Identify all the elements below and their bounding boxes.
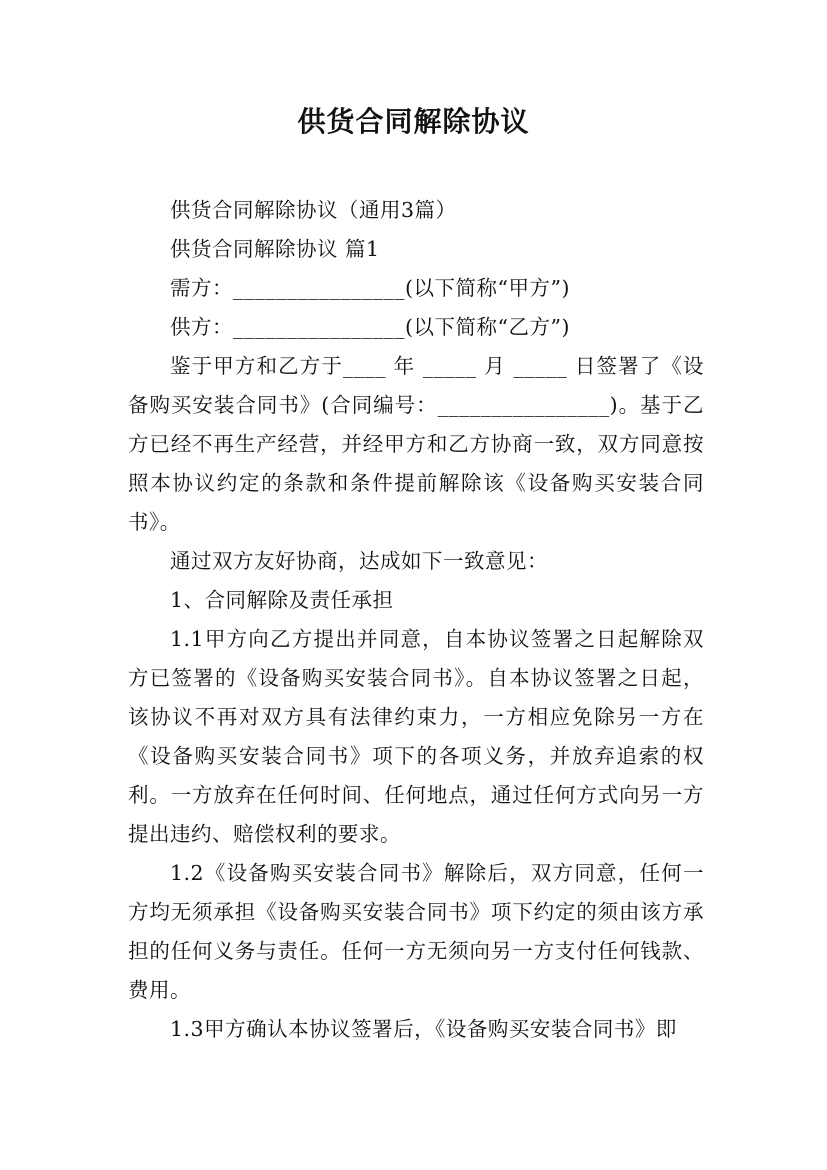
document-title: 供货合同解除协议 [297, 105, 530, 138]
document-subtitle: 供货合同解除协议（通用3篇） [170, 198, 457, 222]
buyer-line: 需方：________________(以下简称“甲方”) [170, 276, 570, 300]
clause-1-2: 1.2《设备购买安装合同书》解除后，双方同意，任何一方均无须承担《设备购买安装合同书》项下约定的须由该方承担的任何义务与责任。任何一方无须向另一方支付任何钱款、费用。 [128, 861, 704, 1002]
agreement-intro: 通过双方友好协商，达成如下一致意见： [170, 549, 548, 573]
clause-1-3: 1.3甲方确认本协议签署后，《设备购买安装合同书》即 [170, 1017, 677, 1041]
clause-1-1: 1.1甲方向乙方提出并同意，自本协议签署之日起解除双方已签署的《设备购买安装合同书》。自本协议签署之日起，该协议不再对双方具有法律约束力，一方相应免除另一方在《设备购买安装合同书》项下的各项义务，并放弃追索的权利。一方放弃在任何时间、任何地点，通过任何方式向另一方提出违约、赔偿权利的要求。 [128, 627, 704, 846]
clause-heading: 1、合同解除及责任承担 [170, 588, 394, 612]
document-body [128, 191, 704, 1049]
supplier-line: 供方：________________(以下简称“乙方”) [170, 315, 570, 339]
recital-paragraph: 鉴于甲方和乙方于____ 年 _____ 月 _____ 日签署了《设备购买安装合同书》(合同编号：________________)。基于乙方已经不再生产经营，并经甲方和乙方协商一致，双方同意按照本协议约定的条款和条件提前解除该《设备购买安装合同书》。 [128, 354, 704, 534]
section-heading: 供货合同解除协议 篇1 [170, 237, 380, 261]
